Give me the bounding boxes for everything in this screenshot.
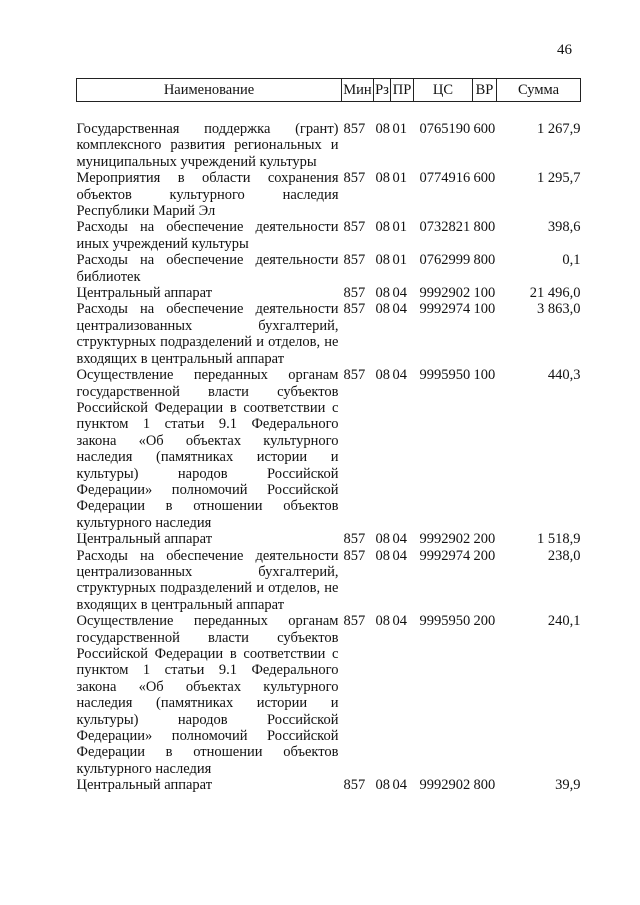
- row-name: Расходы на обеспечение деятельности библиотек: [76, 252, 339, 285]
- row-vr: 100: [473, 301, 496, 318]
- row-vr: 200: [473, 531, 496, 548]
- table-row: [77, 531, 581, 547]
- row-vr: 200: [473, 613, 496, 630]
- table-row: [77, 777, 581, 793]
- row-rz: 08: [375, 531, 390, 548]
- row-cs: 0732821: [419, 219, 471, 236]
- row-min: 857: [343, 121, 366, 137]
- row-rz: 08: [375, 121, 390, 137]
- header-name: Наименование: [77, 79, 342, 102]
- table-row: [77, 219, 581, 252]
- row-min: 857: [343, 170, 366, 187]
- row-vr: 800: [473, 252, 496, 269]
- row-cs: 9992902: [419, 531, 471, 548]
- row-sum: 0,1: [562, 252, 581, 269]
- table-row: [77, 613, 581, 777]
- page-number: 46: [557, 42, 572, 58]
- row-cs: 9992974: [419, 301, 471, 318]
- row-rz: 08: [375, 613, 390, 630]
- row-cs: 9992902: [419, 285, 471, 302]
- row-name: Центральный аппарат: [76, 285, 213, 302]
- row-sum: 39,9: [555, 777, 581, 794]
- row-name: Расходы на обеспечение деятельности централизованных бухгалтерий, структурных подразделений и отделов, не входящих в центральный аппарат: [76, 547, 339, 613]
- row-pr: 01: [392, 252, 407, 269]
- row-cs: 0774916: [419, 170, 471, 187]
- row-rz: 08: [375, 170, 390, 187]
- row-sum: 238,0: [547, 547, 581, 564]
- row-sum: 398,6: [547, 219, 581, 236]
- row-name: Мероприятия в области сохранения объектов культурного наследия Республики Марий Эл: [76, 170, 339, 220]
- table-row: [77, 367, 581, 531]
- table-row: [77, 252, 581, 285]
- row-rz: 08: [375, 219, 390, 236]
- row-pr: 04: [392, 285, 407, 302]
- budget-table: [76, 78, 581, 794]
- row-name: Осуществление переданных органам государственной власти субъектов Российской Федерации в соответствии с пунктом 1 статьи 9.1 Федерального закона «Об объектах культурного наследия (памятниках истории и культуры) народов Российской Федерации» полномочий Российской Федерации в отношении объектов культурного наследия: [76, 613, 339, 777]
- row-vr: 600: [473, 121, 496, 137]
- header-min: Мин: [342, 79, 374, 102]
- row-min: 857: [343, 531, 366, 548]
- row-pr: 04: [392, 367, 407, 384]
- row-vr: 600: [473, 170, 496, 187]
- row-pr: 01: [392, 121, 407, 137]
- row-cs: 0765190: [419, 121, 471, 137]
- row-pr: 04: [392, 613, 407, 630]
- row-name: Государственная поддержка (грант) комплексного развития региональных и муниципальных учреждений культуры: [76, 121, 339, 170]
- table-row: [77, 548, 581, 614]
- row-name: Расходы на обеспечение деятельности иных учреждений культуры: [76, 219, 339, 252]
- table-row: [77, 301, 581, 367]
- row-vr: 100: [473, 367, 496, 384]
- header-vr: ВР: [473, 79, 497, 102]
- row-vr: 200: [473, 547, 496, 564]
- row-name: Центральный аппарат: [76, 777, 213, 794]
- row-rz: 08: [375, 777, 390, 794]
- row-sum: 1 518,9: [537, 531, 581, 548]
- row-name: Осуществление переданных органам государственной власти субъектов Российской Федерации в соответствии с пунктом 1 статьи 9.1 Федерального закона «Об объектах культурного наследия (памятниках истории и культуры) народов Российской Федерации» полномочий Российской Федерации в отношении объектов культурного наследия: [76, 367, 339, 531]
- header-cs: ЦС: [414, 79, 473, 102]
- table-row: [77, 170, 581, 219]
- row-cs: 9992974: [419, 547, 471, 564]
- table-body: [77, 121, 581, 794]
- row-min: 857: [343, 613, 366, 630]
- row-pr: 01: [392, 170, 407, 187]
- row-sum: 240,1: [547, 613, 581, 630]
- table-row: [77, 285, 581, 301]
- row-pr: 04: [392, 301, 407, 318]
- row-min: 857: [343, 301, 366, 318]
- row-sum: 1 295,7: [537, 170, 581, 187]
- header-rz: Рз: [374, 79, 391, 102]
- row-vr: 800: [473, 777, 496, 794]
- row-pr: 04: [392, 777, 407, 794]
- row-vr: 800: [473, 219, 496, 236]
- row-cs: 0762999: [419, 252, 471, 269]
- row-min: 857: [343, 547, 366, 564]
- row-min: 857: [343, 252, 366, 269]
- row-sum: 1 267,9: [537, 121, 581, 137]
- row-cs: 9995950: [419, 613, 471, 630]
- table-header: [77, 79, 581, 122]
- row-rz: 08: [375, 301, 390, 318]
- row-rz: 08: [375, 252, 390, 269]
- row-rz: 08: [375, 285, 390, 302]
- row-name: Центральный аппарат: [76, 531, 213, 548]
- row-cs: 9995950: [419, 367, 471, 384]
- row-sum: 3 863,0: [537, 301, 581, 318]
- row-min: 857: [343, 777, 366, 794]
- header-pr: ПР: [391, 79, 414, 102]
- row-name: Расходы на обеспечение деятельности централизованных бухгалтерий, структурных подразделений и отделов, не входящих в центральный аппарат: [76, 301, 339, 367]
- row-pr: 04: [392, 531, 407, 548]
- header-sum: Сумма: [497, 79, 581, 102]
- row-vr: 100: [473, 285, 496, 302]
- row-min: 857: [343, 285, 366, 302]
- row-cs: 9992902: [419, 777, 471, 794]
- row-pr: 04: [392, 547, 407, 564]
- row-sum: 21 496,0: [529, 285, 581, 302]
- row-min: 857: [343, 219, 366, 236]
- row-rz: 08: [375, 367, 390, 384]
- row-min: 857: [343, 367, 366, 384]
- table-row: [77, 121, 581, 170]
- row-rz: 08: [375, 547, 390, 564]
- row-pr: 01: [392, 219, 407, 236]
- row-sum: 440,3: [547, 367, 581, 384]
